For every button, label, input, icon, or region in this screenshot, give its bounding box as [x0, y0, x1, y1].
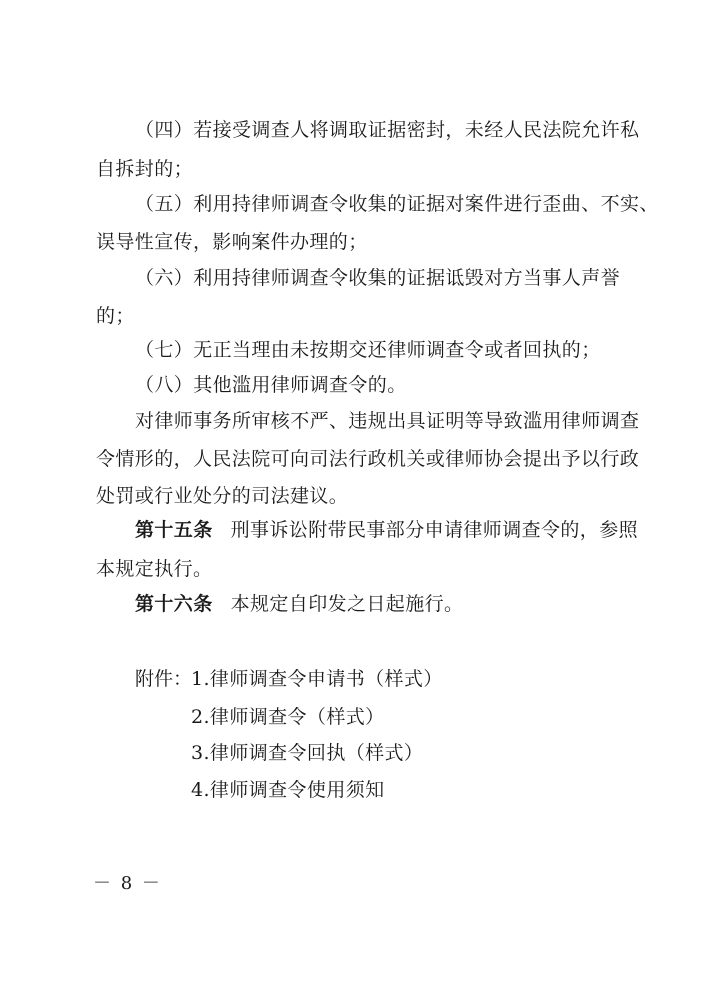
paragraph-line: 本规定执行。 [96, 558, 213, 580]
paragraph-line: （五）利用持律师调查令收集的证据对案件进行歪曲、不实、 [135, 193, 659, 215]
paragraph-line: （六）利用持律师调查令收集的证据诋毁对方当事人声誉 [135, 267, 621, 289]
paragraph-line: 对律师事务所审核不严、违规出具证明等导致滥用律师调查 [135, 410, 640, 432]
article-title: 第十六条 [135, 593, 213, 615]
attachments-label: 附件： [135, 668, 193, 690]
paragraph-line: 处罚或行业处分的司法建议。 [96, 485, 349, 507]
paragraph-line: 令情形的，人民法院可向司法行政机关或律师协会提出予以行政 [96, 448, 640, 470]
paragraph-line: （四）若接受调查人将调取证据密封，未经人民法院允许私 [135, 119, 640, 141]
article-title: 第十五条 [135, 519, 213, 541]
page-number: － 8 － [93, 873, 162, 894]
paragraph-line: （七）无正当理由未按期交还律师调查令或者回执的； [135, 339, 601, 361]
paragraph-line: 自拆封的； [96, 158, 194, 180]
paragraph-line: 的； [96, 305, 135, 327]
article-text: 刑事诉讼附带民事部分申请律师调查令的，参照 [230, 519, 639, 541]
article-first-line [135, 592, 655, 616]
attachment-item: 3.律师调查令回执（样式） [191, 742, 424, 764]
paragraph-line: 误导性宣传，影响案件办理的； [96, 231, 368, 253]
article-first-line [135, 518, 639, 542]
attachment-item: 1.律师调查令申请书（样式） [191, 668, 443, 690]
attachment-item: 4.律师调查令使用须知 [191, 779, 385, 801]
attachment-item: 2.律师调查令（样式） [191, 706, 385, 728]
article-text: 本规定自印发之日起施行。 [230, 593, 464, 615]
paragraph-line: （八）其他滥用律师调查令的。 [135, 374, 407, 396]
